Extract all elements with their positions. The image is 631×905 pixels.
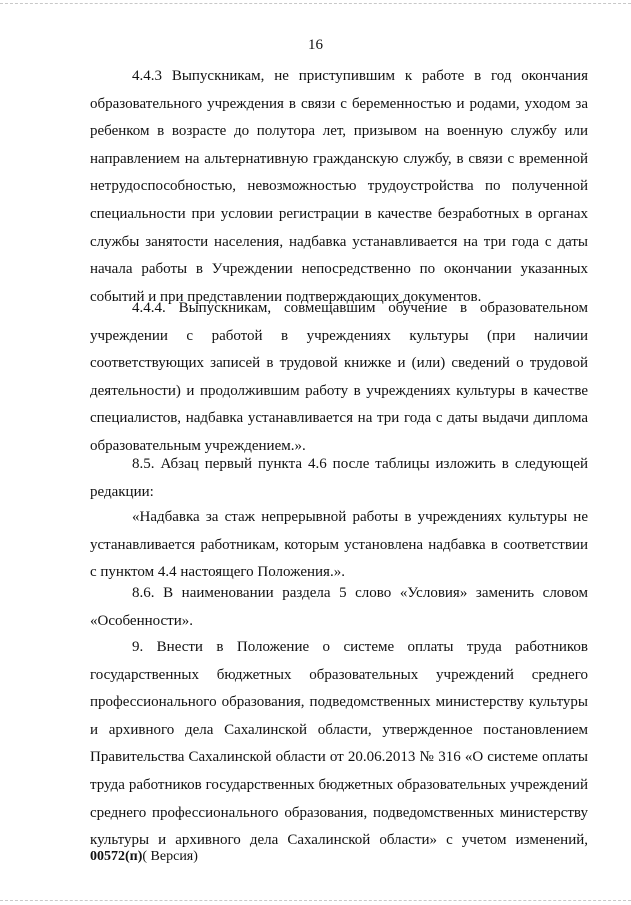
document-code: 00572(п) [90, 849, 143, 864]
page-bottom-edge [0, 900, 631, 901]
paragraph-9: 9. Внести в Положение о системе оплаты труда работников государственных бюджетных образовательных учреждений среднего профессионального образования, подведомственных министерству культуры и архивного дела Сахалинской области, утвержденное постановлением Правительства Сахалинской области от 20.06.2013 № 316 «О системе оплаты труда работников государственных бюджетных образовательных учреждений среднего профессионального образования, подведомственных министерству культуры и архивного дела Сахалинской области» с учетом изменений, [90, 639, 588, 849]
paragraph-quote-nadbavka: «Надбавка за стаж непрерывной работы в учреждениях культуры не устанавливается работникам, которым установлена надбавка в соответствии с пунктом 4.4 настоящего Положения.». [90, 509, 588, 581]
paragraph-4-4-4: 4.4.4. Выпускникам, совмещавшим обучение в образовательном учреждении с работой в учреждениях культуры (при наличии соответствующих записей в трудовой книжке и (или) сведений о трудовой деятельности) и продолжившим работу в учреждениях культуры в качестве специалистов, надбавка устанавливается на три года с даты выдачи диплома образовательным учреждением.». [90, 300, 588, 454]
paragraph-8-6: 8.6. В наименовании раздела 5 слово «Условия» заменить словом «Особенности». [90, 585, 588, 629]
document-footer-code [90, 848, 198, 866]
document-version: ( Версия) [142, 849, 198, 864]
paragraph-8-5: 8.5. Абзац первый пункта 4.6 после таблицы изложить в следующей редакции: [90, 456, 588, 500]
page-number: 16 [308, 37, 323, 53]
paragraph-4-4-3: 4.4.3 Выпускникам, не приступившим к работе в год окончания образовательного учреждения в связи с беременностью и родами, уходом за ребенком в возрасте до полутора лет, призывом на военную службу или направлением на альтернативную гражданскую службу, в связи с временной нетрудоспособностью, невозможностью трудоустройства по полученной специальности при условии регистрации в качестве безработных в органах службы занятости населения, надбавка устанавливается на три года с даты начала работы в Учреждении непосредственно по окончании указанных событий и при представлении подтверждающих документов. [90, 68, 588, 305]
page-top-edge [0, 3, 631, 4]
